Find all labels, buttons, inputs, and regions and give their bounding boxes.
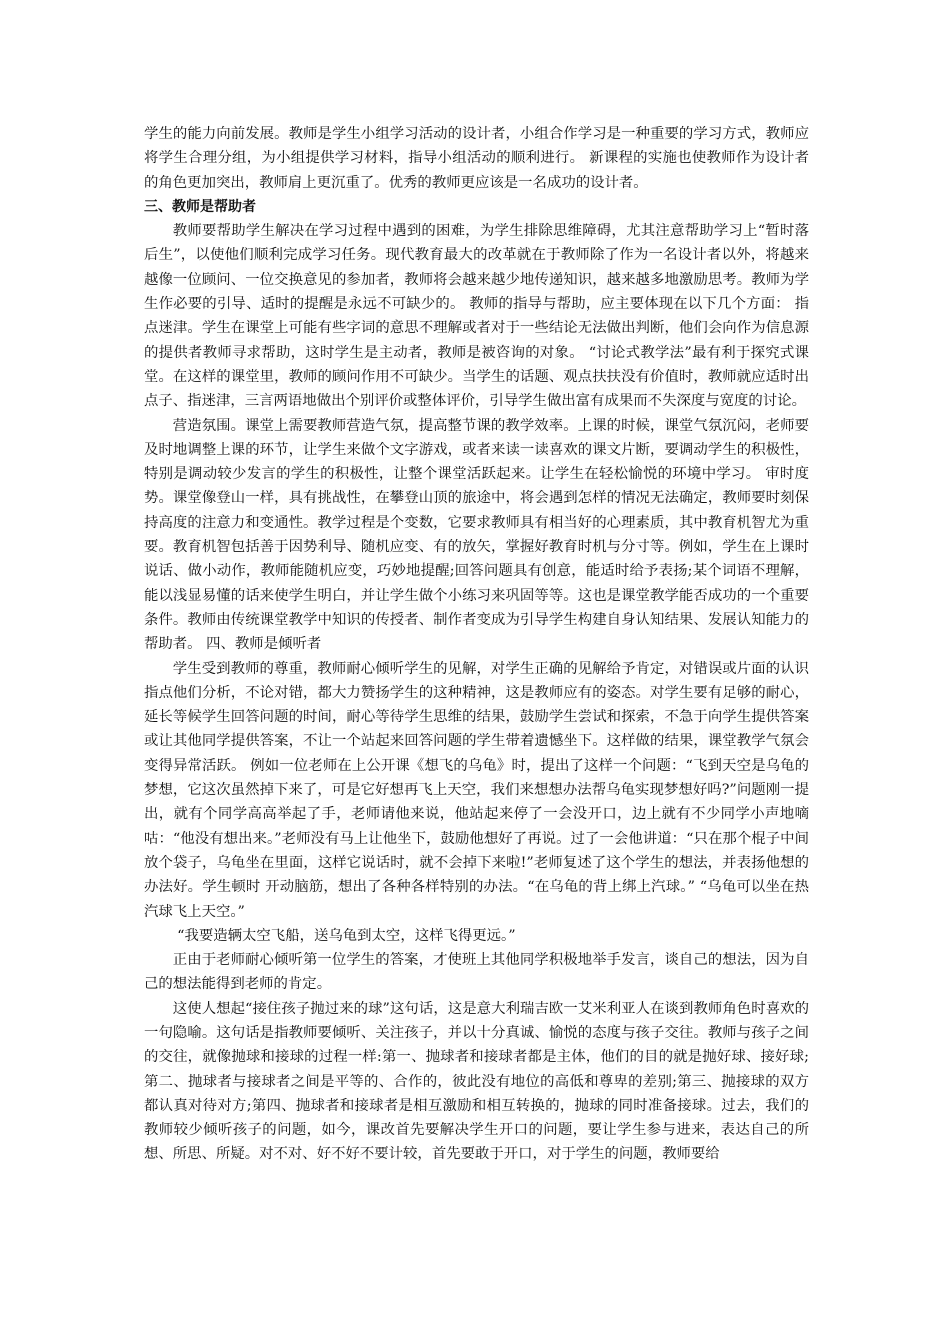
paragraph-patient-listening: 正由于老师耐心倾听第一位学生的答案，才使班上其他同学积极地举手发言，谈自己的想法，因为自己的想法能得到老师的肯定。 bbox=[144, 952, 809, 993]
paragraph-listener: 学生受到教师的尊重，教师耐心倾听学生的见解，对学生正确的见解给予肯定，对错误或片面的认识指点他们分析，不论对错，都大力赞扬学生的这种精神，这是教师应有的姿态。对学生要有足够的耐心，延长等候学生回答问题的时间，耐心等待学生思维的结果，鼓励学生尝试和探索，不急于向学生提供答案或让其他同学提供答案，不让一个站起来回答问题的学生带着遗憾坐下。这样做的结果，课堂教学气氛会变得异常活跃。 例如一位老师在上公开课《想飞的乌龟》时，提出了这样一个问题：“飞到天空是乌龟的梦想，它这次虽然掉下来了，可是它好想再飞上天空，我们来想想办法帮乌龟实现梦想好吗?”问题刚一提出，就有个同学高高举起了手，老师请他来说，他站起来停了一会没开口，边上就有不少同学小声地嘀咕：“他没有想出来。”老师没有马上让他坐下，鼓励他想好了再说。过了一会他讲道：“只在那个棍子中间放个袋子，乌龟坐在里面，这样它说话时，就不会掉下来啦!”老师复述了这个学生的想法，并表扬他想的办法好。学生顿时 开动脑筋，想出了各种各样特别的办法。“在乌龟的背上绑上汽球。” “乌龟可以坐在热汽球飞上天空。” bbox=[144, 660, 809, 920]
paragraph-catch-the-ball: 这使人想起“接住孩子抛过来的球”这句话，这是意大利瑞吉欧一艾米利亚人在谈到教师角色时喜欢的一句隐喻。这句话是指教师要倾听、关注孩子，并以十分真诚、愉悦的态度与孩子交往。教师与孩子之间的交往，就像抛球和接球的过程一样:第一、抛球者和接球者都是主体，他们的目的就是抛好球、接好球;第二、抛球者与接球者之间是平等的、合作的，彼此没有地位的高低和尊卑的差别;第三、抛接球的双方都认真对待对方;第四、抛球者和接球者是相互激励和相互转换的，抛球的同时准备接球。过去，我们的教师较少倾听孩子的问题，如今，课改首先要解决学生开口的问题，要让学生参与进来，表达自己的所想、所思、所疑。对不对、好不好不要计较，首先要敢于开口，对于学生的问题，教师要给 bbox=[144, 1000, 809, 1163]
paragraph-helper: 教师要帮助学生解决在学习过程中遇到的困难，为学生排除思维障碍，尤其注意帮助学习上“暂时落后生”，以使他们顺利完成学习任务。现代教育最大的改革就在于教师除了作为一名设计者以外，将越来越像一位顾问、一位交换意见的参加者，教师将会越来越少地传递知识，越来越多地激励思考。教师为学生作必要的引导、适时的提醒是永远不可缺少的。 教师的指导与帮助，应主要体现在以下几个方面： 指点迷津。学生在课堂上可能有些字词的意思不理解或者对于一些结论无法做出判断，他们会向作为信息源的提供者教师寻求帮助，这时学生是主动者，教师是被咨询的对象。 “讨论式教学法”最有利于探究式课堂。在这样的课堂里，教师的顾问作用不可缺少。当学生的话题、观点扶扶没有价值时，教师就应适时出点子、指迷津，三言两语地做出个别评价或整体评价，引导学生做出富有成果而不失深度与宽度的讨论。 bbox=[144, 223, 809, 410]
paragraph-atmosphere: 营造氛围。课堂上需要教师营造气氛，提高整节课的教学效率。上课的时候，课堂气氛沉闷，老师要及时地调整上课的环节，让学生来做个文字游戏，或者来读一读喜欢的课文片断，要调动学生的积极性，特别是调动较少发言的学生的积极性，让整个课堂活跃起来。让学生在轻松愉悦的环境中学习。 审时度势。课堂像登山一样，具有挑战性，在攀登山顶的旅途中，将会遇到怎样的情况无法确定，教师要时刻保持高度的注意力和变通性。教学过程是个变数，它要求教师具有相当好的心理素质，其中教育机智尤为重要。教育机智包括善于因势利导、随机应变、有的放矢，掌握好教育时机与分寸等。例如，学生在上课时说话、做小动作，教师能随机应变，巧妙地提醒;回答问题具有创意，能适时给予表扬;某个词语不理解，能以浅显易懂的话来使学生明白，并让学生做个小练习来巩固等等。这也是课堂教学能否成功的一个重要条件。教师由传统课堂教学中知识的传授者、制作者变成为引导学生构建自身认知结果、发展认知能力的帮助者。 四、教师是倾听者 bbox=[144, 417, 809, 653]
paragraph-designer-continuation: 学生的能力向前发展。教师是学生小组学习活动的设计者，小组合作学习是一种重要的学习方式，教师应将学生合理分组，为小组提供学习材料，指导小组活动的顺利进行。 新课程的实施也使教师作为设计者的角色更加突出，教师肩上更沉重了。优秀的教师更应该是一名成功的设计者。 bbox=[144, 126, 809, 191]
document-body bbox=[144, 122, 809, 1167]
paragraph-quote-spaceship: “我要造辆太空飞船，送乌龟到太空，这样飞得更远。” bbox=[177, 927, 516, 944]
section-heading-helper: 三、教师是帮助者 bbox=[144, 198, 256, 215]
